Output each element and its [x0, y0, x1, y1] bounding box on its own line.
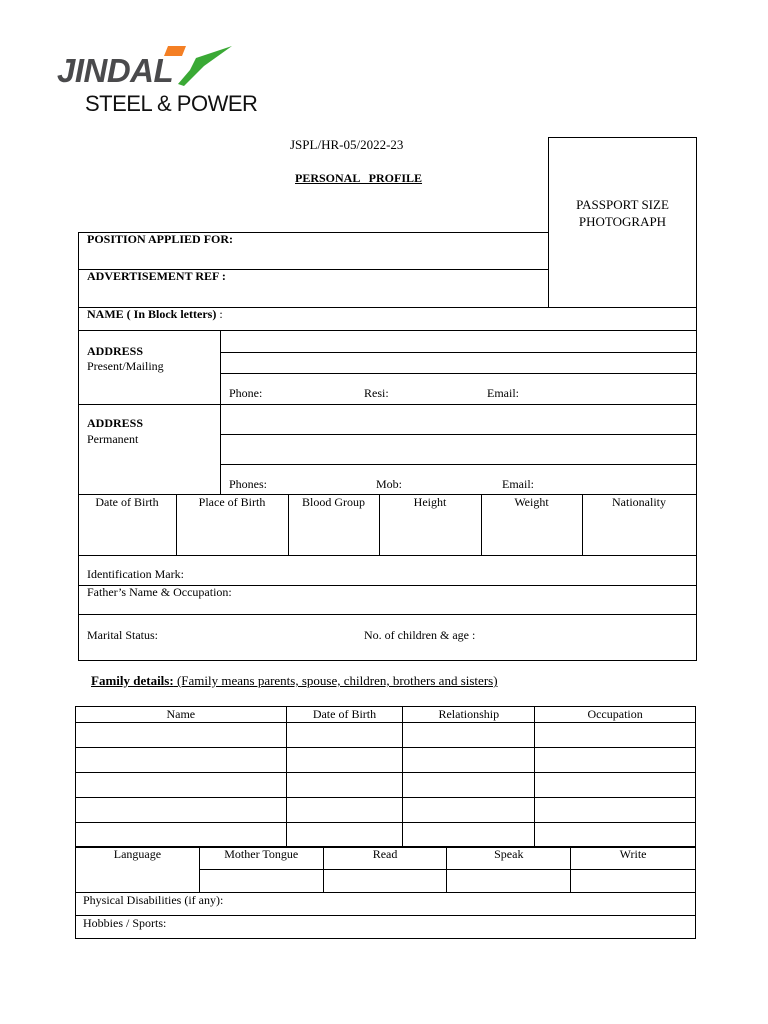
- logo-subtitle: STEEL & POWER: [85, 91, 258, 116]
- family-col-dob: Date of Birth: [286, 707, 403, 723]
- present-address-title: ADDRESS: [87, 344, 144, 358]
- children-label: No. of children & age :: [364, 628, 476, 642]
- page-title: PERSONAL PROFILE: [295, 171, 423, 185]
- language-table-header: [76, 847, 696, 870]
- dob-header: Date of Birth: [95, 495, 159, 509]
- logo-wordmark: JINDAL: [57, 52, 174, 89]
- permanent-address-sub: Permanent: [87, 432, 139, 446]
- hobbies-label: Hobbies / Sports:: [76, 916, 696, 939]
- place-of-birth-header: Place of Birth: [198, 495, 266, 509]
- language-col-read: Read: [323, 847, 447, 870]
- table-row: [76, 723, 696, 748]
- language-col-write: Write: [571, 847, 696, 870]
- family-col-name: Name: [76, 707, 287, 723]
- table-row: [76, 798, 696, 823]
- present-email-label: Email:: [487, 386, 519, 400]
- table-row: [76, 748, 696, 773]
- nationality-header: Nationality: [612, 495, 666, 509]
- permanent-address-title: ADDRESS: [87, 416, 144, 430]
- language-table: [75, 846, 696, 939]
- photo-label-2: PHOTOGRAPH: [578, 214, 667, 229]
- marital-status-label: Marital Status:: [87, 628, 158, 642]
- identification-mark-label: Identification Mark:: [87, 567, 184, 581]
- permanent-email-label: Email:: [502, 477, 534, 491]
- position-applied-label: POSITION APPLIED FOR:: [87, 232, 234, 246]
- present-phone-label: Phone:: [229, 386, 263, 400]
- advertisement-ref-label: ADVERTISEMENT REF :: [87, 269, 226, 283]
- father-name-label: Father’s Name & Occupation:: [87, 585, 232, 599]
- height-header: Height: [413, 495, 447, 509]
- photo-label-1: PASSPORT SIZE: [576, 197, 669, 212]
- permanent-phones-label: Phones:: [229, 477, 268, 491]
- weight-header: Weight: [514, 495, 549, 509]
- blood-group-header: Blood Group: [302, 495, 365, 509]
- table-row: [76, 823, 696, 848]
- present-address-sub: Present/Mailing: [87, 359, 164, 373]
- language-col-language: Language: [76, 847, 200, 893]
- family-col-relationship: Relationship: [403, 707, 535, 723]
- family-details-heading: Family details: (Family means parents, spouse, children, brothers and sisters): [91, 673, 498, 688]
- present-resi-label: Resi:: [364, 386, 389, 400]
- family-table-header: [76, 707, 696, 723]
- table-row: [76, 773, 696, 798]
- physical-disabilities-label: Physical Disabilities (if any):: [76, 893, 696, 916]
- permanent-mob-label: Mob:: [376, 477, 403, 491]
- name-label: NAME ( In Block letters) :: [87, 307, 223, 321]
- document-reference: JSPL/HR-05/2022-23: [290, 137, 404, 152]
- table-row: [76, 893, 696, 916]
- language-col-speak: Speak: [447, 847, 571, 870]
- family-table: [75, 706, 696, 848]
- language-col-mother-tongue: Mother Tongue: [199, 847, 323, 870]
- table-row: [76, 916, 696, 939]
- family-col-occupation: Occupation: [535, 707, 696, 723]
